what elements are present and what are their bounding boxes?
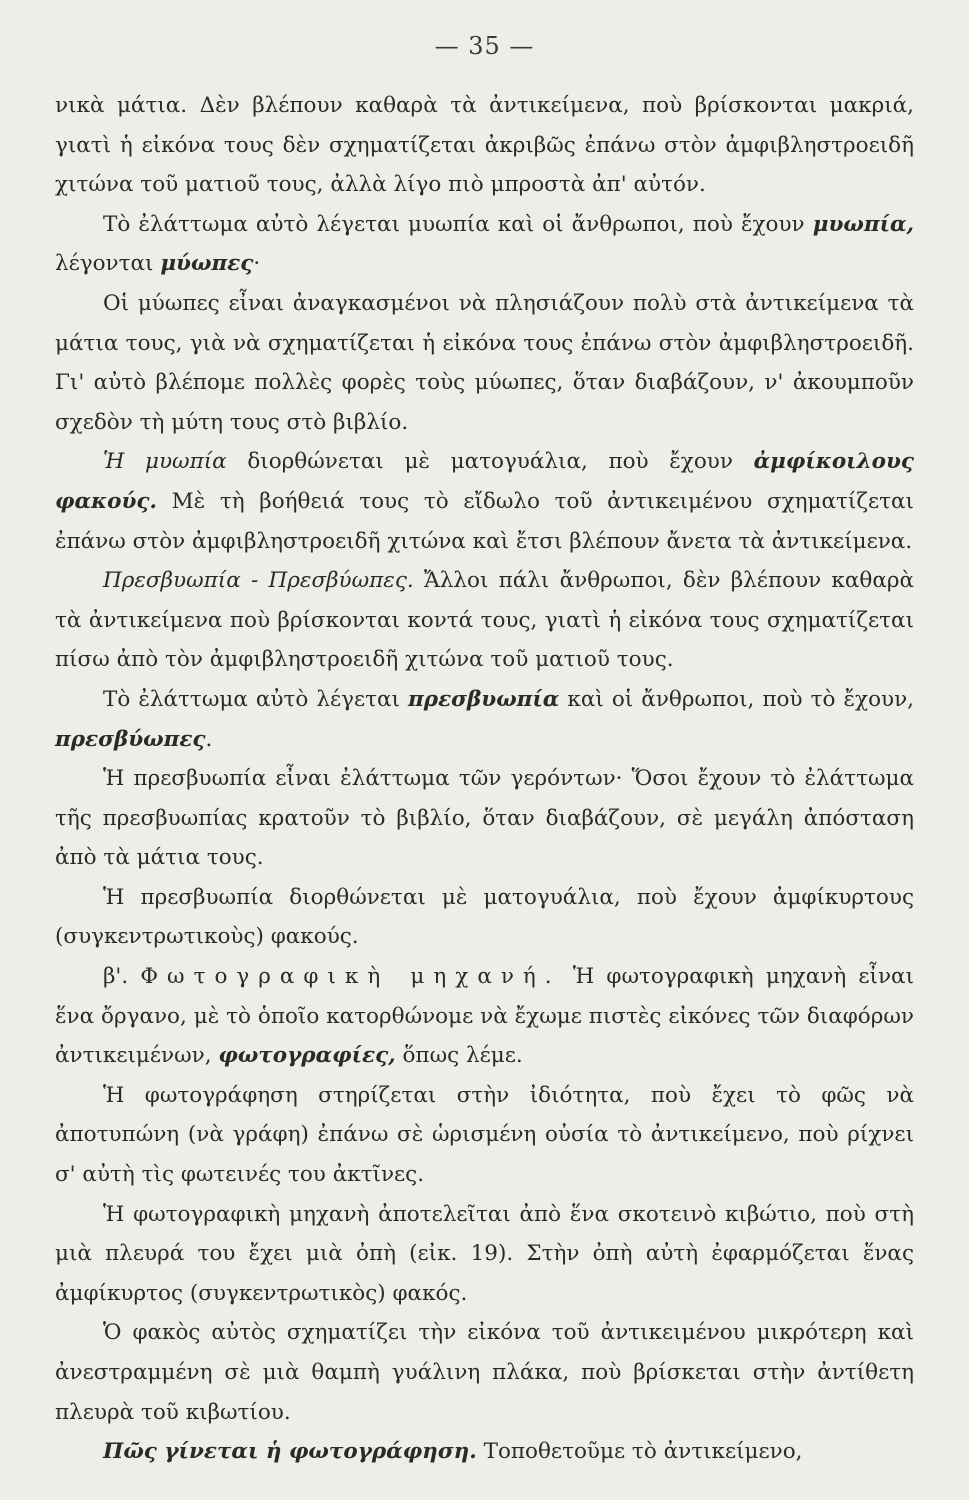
paragraph — [55, 284, 914, 442]
text-run: πρεσβυωπία — [408, 686, 560, 712]
text-run: ἀμφίκοιλους φακούς. — [55, 449, 914, 514]
text-run: Τὸ ἐλάττωμα αὐτὸ λέγεται — [103, 686, 409, 712]
text-run: Μὲ τὴ βοήθειά τους τὸ εἴδωλο τοῦ ἀντικειμένου σχηματίζεται ἐπάνω στὸν ἀμφιβληστροειδῆ χιτώνα καὶ ἔτσι βλέπουν ἄνετα τὰ ἀντικείμενα. — [55, 488, 914, 554]
text-run: Τοποθετοῦμε τὸ ἀντικείμενο, — [476, 1439, 803, 1465]
text-run: β'. — [103, 964, 141, 990]
text-run: λέγονται — [55, 251, 161, 277]
text-run: μυωπία, — [812, 211, 914, 237]
paragraph — [55, 957, 914, 1076]
paragraph — [55, 680, 914, 759]
paragraph — [55, 1432, 914, 1472]
text-run: διορθώνεται μὲ ματογυάλια, ποὺ ἔχουν — [226, 449, 754, 475]
page-number: — 35 — — [434, 32, 535, 60]
text-run: Ἡ πρεσβυωπία εἶναι ἐλάττωμα τῶν γερόντων· Ὅσοι ἔχουν τὸ ἐλάττωμα τῆς πρεσβυωπίας κρατοῦν τὸ βιβλίο, ὅταν διαβάζουν, σὲ μεγάλη ἀπόσταση ἀπὸ τὰ μάτια τους. — [55, 766, 914, 871]
text-run: Φωτογραφικὴ μηχανή. — [140, 964, 561, 990]
paragraph — [55, 442, 914, 561]
paragraph — [55, 1076, 914, 1195]
paragraph — [55, 759, 914, 878]
paragraph — [55, 205, 914, 284]
text-run: Ἡ φωτογραφικὴ μηχανὴ ἀποτελεῖται ἀπὸ ἕνα σκοτεινὸ κιβώτιο, ποὺ στὴ μιὰ πλευρά του ἔχει μιὰ ὀπὴ (εἰκ. 19). Στὴν ὀπὴ αὐτὴ ἐφαρμόζεται ἕνας ἀμφίκυρτος (συγκεντρωτικὸς) φακός. — [55, 1201, 914, 1306]
text-run: Οἱ μύωπες εἶναι ἀναγκασμένοι νὰ πλησιάζουν πολὺ στὰ ἀντικείμενα τὰ μάτια τους, γιὰ νὰ σχηματίζεται ἡ εἰκόνα τους ἐπάνω στὸν ἀμφιβληστροειδῆ. Γι' αὐτὸ βλέπομε πολλὲς φορὲς τοὺς μύωπες, ὅταν διαβάζουν, ν' ἀκουμποῦν σχεδὸν τὴ μύτη τους στὸ βιβλίο. — [55, 290, 914, 435]
paragraph — [55, 878, 914, 957]
text-run: νικὰ μάτια. Δὲν βλέπουν καθαρὰ τὰ ἀντικείμενα, ποὺ βρίσκονται μακριά, γιατὶ ἡ εἰκόνα τους δὲν σχηματίζεται ἀκριβῶς ἐπάνω στὸν ἀμφιβληστροειδῆ χιτώνα τοῦ ματιοῦ τους, ἀλλὰ λίγο πιὸ μπροστὰ ἀπ' αὐτόν. — [55, 93, 914, 198]
text-run: Ἡ φωτογραφικὴ μηχανὴ εἶναι ἕνα ὄργανο, μὲ τὸ ὁποῖο κατορθώνομε νὰ ἔχωμε πιστὲς εἰκόνες τῶν διαφόρων ἀντικειμένων, — [55, 964, 915, 1069]
paragraph — [55, 561, 914, 680]
text-run: καὶ οἱ ἄνθρωποι, ποὺ τὸ ἔχουν, — [559, 686, 914, 712]
text-run: Τὸ ἐλάττωμα αὐτὸ λέγεται μυωπία καὶ οἱ ἄνθρωποι, ποὺ ἔχουν — [103, 211, 813, 237]
text-run: Ἡ πρεσβυωπία διορθώνεται μὲ ματογυάλια, ποὺ ἔχουν ἀμφίκυρτους (συγκεντρωτικοὺς) φακούς. — [55, 884, 914, 950]
text-run: Πῶς γίνεται ἡ φωτογράφηση. — [103, 1439, 477, 1465]
text-run: · — [253, 251, 261, 277]
text-run: πρεσβύωπες — [55, 726, 206, 752]
text-run: Ἄλλοι πάλι ἄνθρωποι, δὲν βλέπουν καθαρὰ τὰ ἀντικείμενα ποὺ βρίσκονται κοντά τους, γιατὶ ἡ εἰκόνα τους σχηματίζεται πίσω ἀπὸ τὸν ἀμφιβληστροειδῆ χιτώνα τοῦ ματιοῦ τους. — [55, 568, 915, 673]
text-run: Ἡ μυωπία — [103, 449, 227, 475]
text-run: Ἡ φωτογράφηση στηρίζεται στὴν ἰδιότητα, ποὺ ἔχει τὸ φῶς νὰ ἀποτυπώνη (νὰ γράφη) ἐπάνω σὲ ὡρισμένη οὐσία τὸ ἀντικείμενο, ποὺ ρίχνει σ' αὐτὴ τὶς φωτεινές του ἀκτῖνες. — [55, 1082, 914, 1188]
paragraph — [55, 1313, 914, 1432]
text-run: Πρεσβυωπία - Πρεσβύωπες. — [103, 568, 414, 594]
text-run: ὅπως λέμε. — [395, 1043, 523, 1069]
text-run: μύωπες — [160, 251, 254, 277]
text-run: Ὁ φακὸς αὐτὸς σχηματίζει τὴν εἰκόνα τοῦ ἀντικειμένου μικρότερη καὶ ἀνεστραμμένη σὲ μιὰ θαμπὴ γυάλινη πλάκα, ποὺ βρίσκεται στὴν ἀντίθετη πλευρὰ τοῦ κιβωτίου. — [55, 1320, 914, 1425]
text-run: . — [205, 726, 213, 752]
paragraph — [55, 86, 914, 205]
text-run: φωτογραφίες, — [218, 1043, 396, 1069]
body-text — [55, 86, 914, 1472]
paragraph — [55, 1195, 914, 1314]
